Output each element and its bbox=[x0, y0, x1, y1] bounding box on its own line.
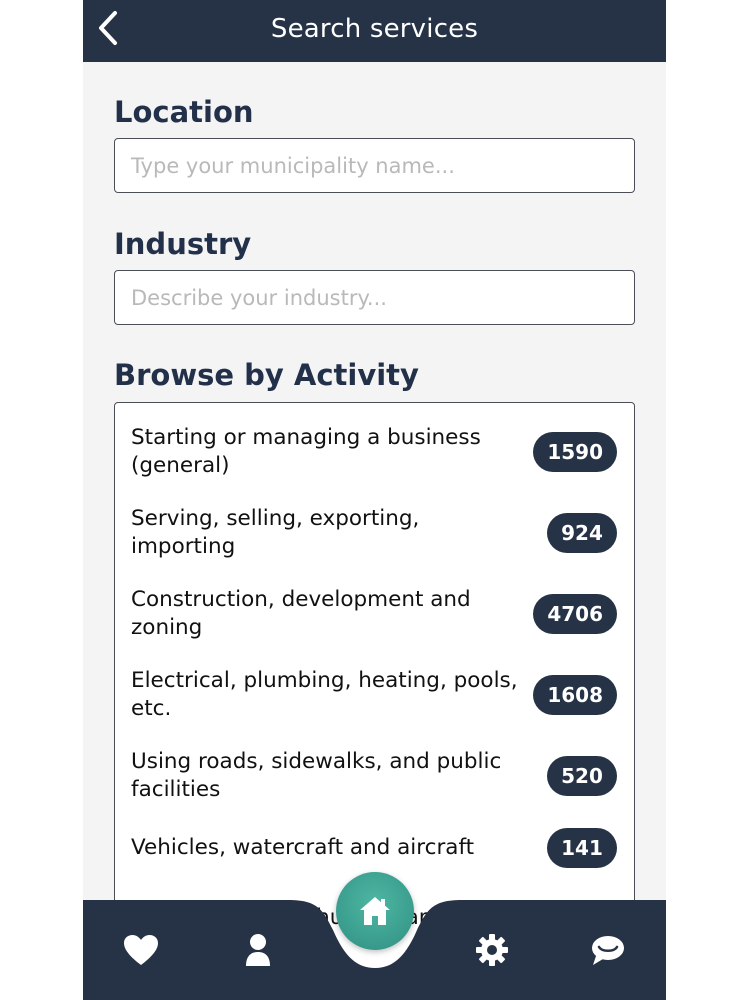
count-badge: 924 bbox=[547, 513, 617, 553]
home-icon bbox=[358, 895, 392, 927]
count-badge: 4706 bbox=[533, 594, 617, 634]
count-badge: 1590 bbox=[533, 432, 617, 472]
app-header bbox=[83, 0, 666, 62]
nav-chat-button[interactable] bbox=[580, 922, 636, 978]
user-icon bbox=[244, 933, 272, 967]
count-badge: 520 bbox=[547, 756, 617, 796]
count-badge: 141 bbox=[547, 828, 617, 868]
industry-input[interactable] bbox=[114, 270, 635, 325]
activity-label: Electrical, plumbing, heating, pools, etc. bbox=[131, 668, 518, 721]
activity-item-electrical[interactable] bbox=[115, 660, 633, 730]
activity-label: Serving, selling, exporting, importing bbox=[131, 506, 420, 559]
activity-label: Vehicles, watercraft and aircraft bbox=[131, 835, 475, 860]
nav-home-button[interactable] bbox=[336, 872, 414, 950]
location-label: Location bbox=[114, 95, 254, 129]
chat-icon bbox=[590, 934, 626, 966]
heart-icon bbox=[123, 934, 159, 966]
activity-item-business[interactable] bbox=[115, 417, 633, 487]
activity-label: Using roads, sidewalks, and public facilities bbox=[131, 749, 502, 802]
browse-title: Browse by Activity bbox=[114, 358, 419, 392]
activity-label: Construction, development and zoning bbox=[131, 587, 471, 640]
page-title: Search services bbox=[270, 14, 479, 44]
activity-item-construction[interactable] bbox=[115, 579, 633, 649]
activity-item-roads[interactable] bbox=[115, 741, 633, 811]
activity-item-serving[interactable] bbox=[115, 498, 633, 568]
phone-screen bbox=[83, 0, 666, 1000]
count-badge: 1608 bbox=[533, 675, 617, 715]
nav-settings-button[interactable] bbox=[464, 922, 520, 978]
activity-label: Starting or managing a business (general) bbox=[131, 425, 481, 478]
location-input[interactable] bbox=[114, 138, 635, 193]
industry-label: Industry bbox=[114, 227, 252, 261]
gear-icon bbox=[474, 932, 510, 968]
nav-favorites-button[interactable] bbox=[113, 922, 169, 978]
nav-profile-button[interactable] bbox=[230, 922, 286, 978]
